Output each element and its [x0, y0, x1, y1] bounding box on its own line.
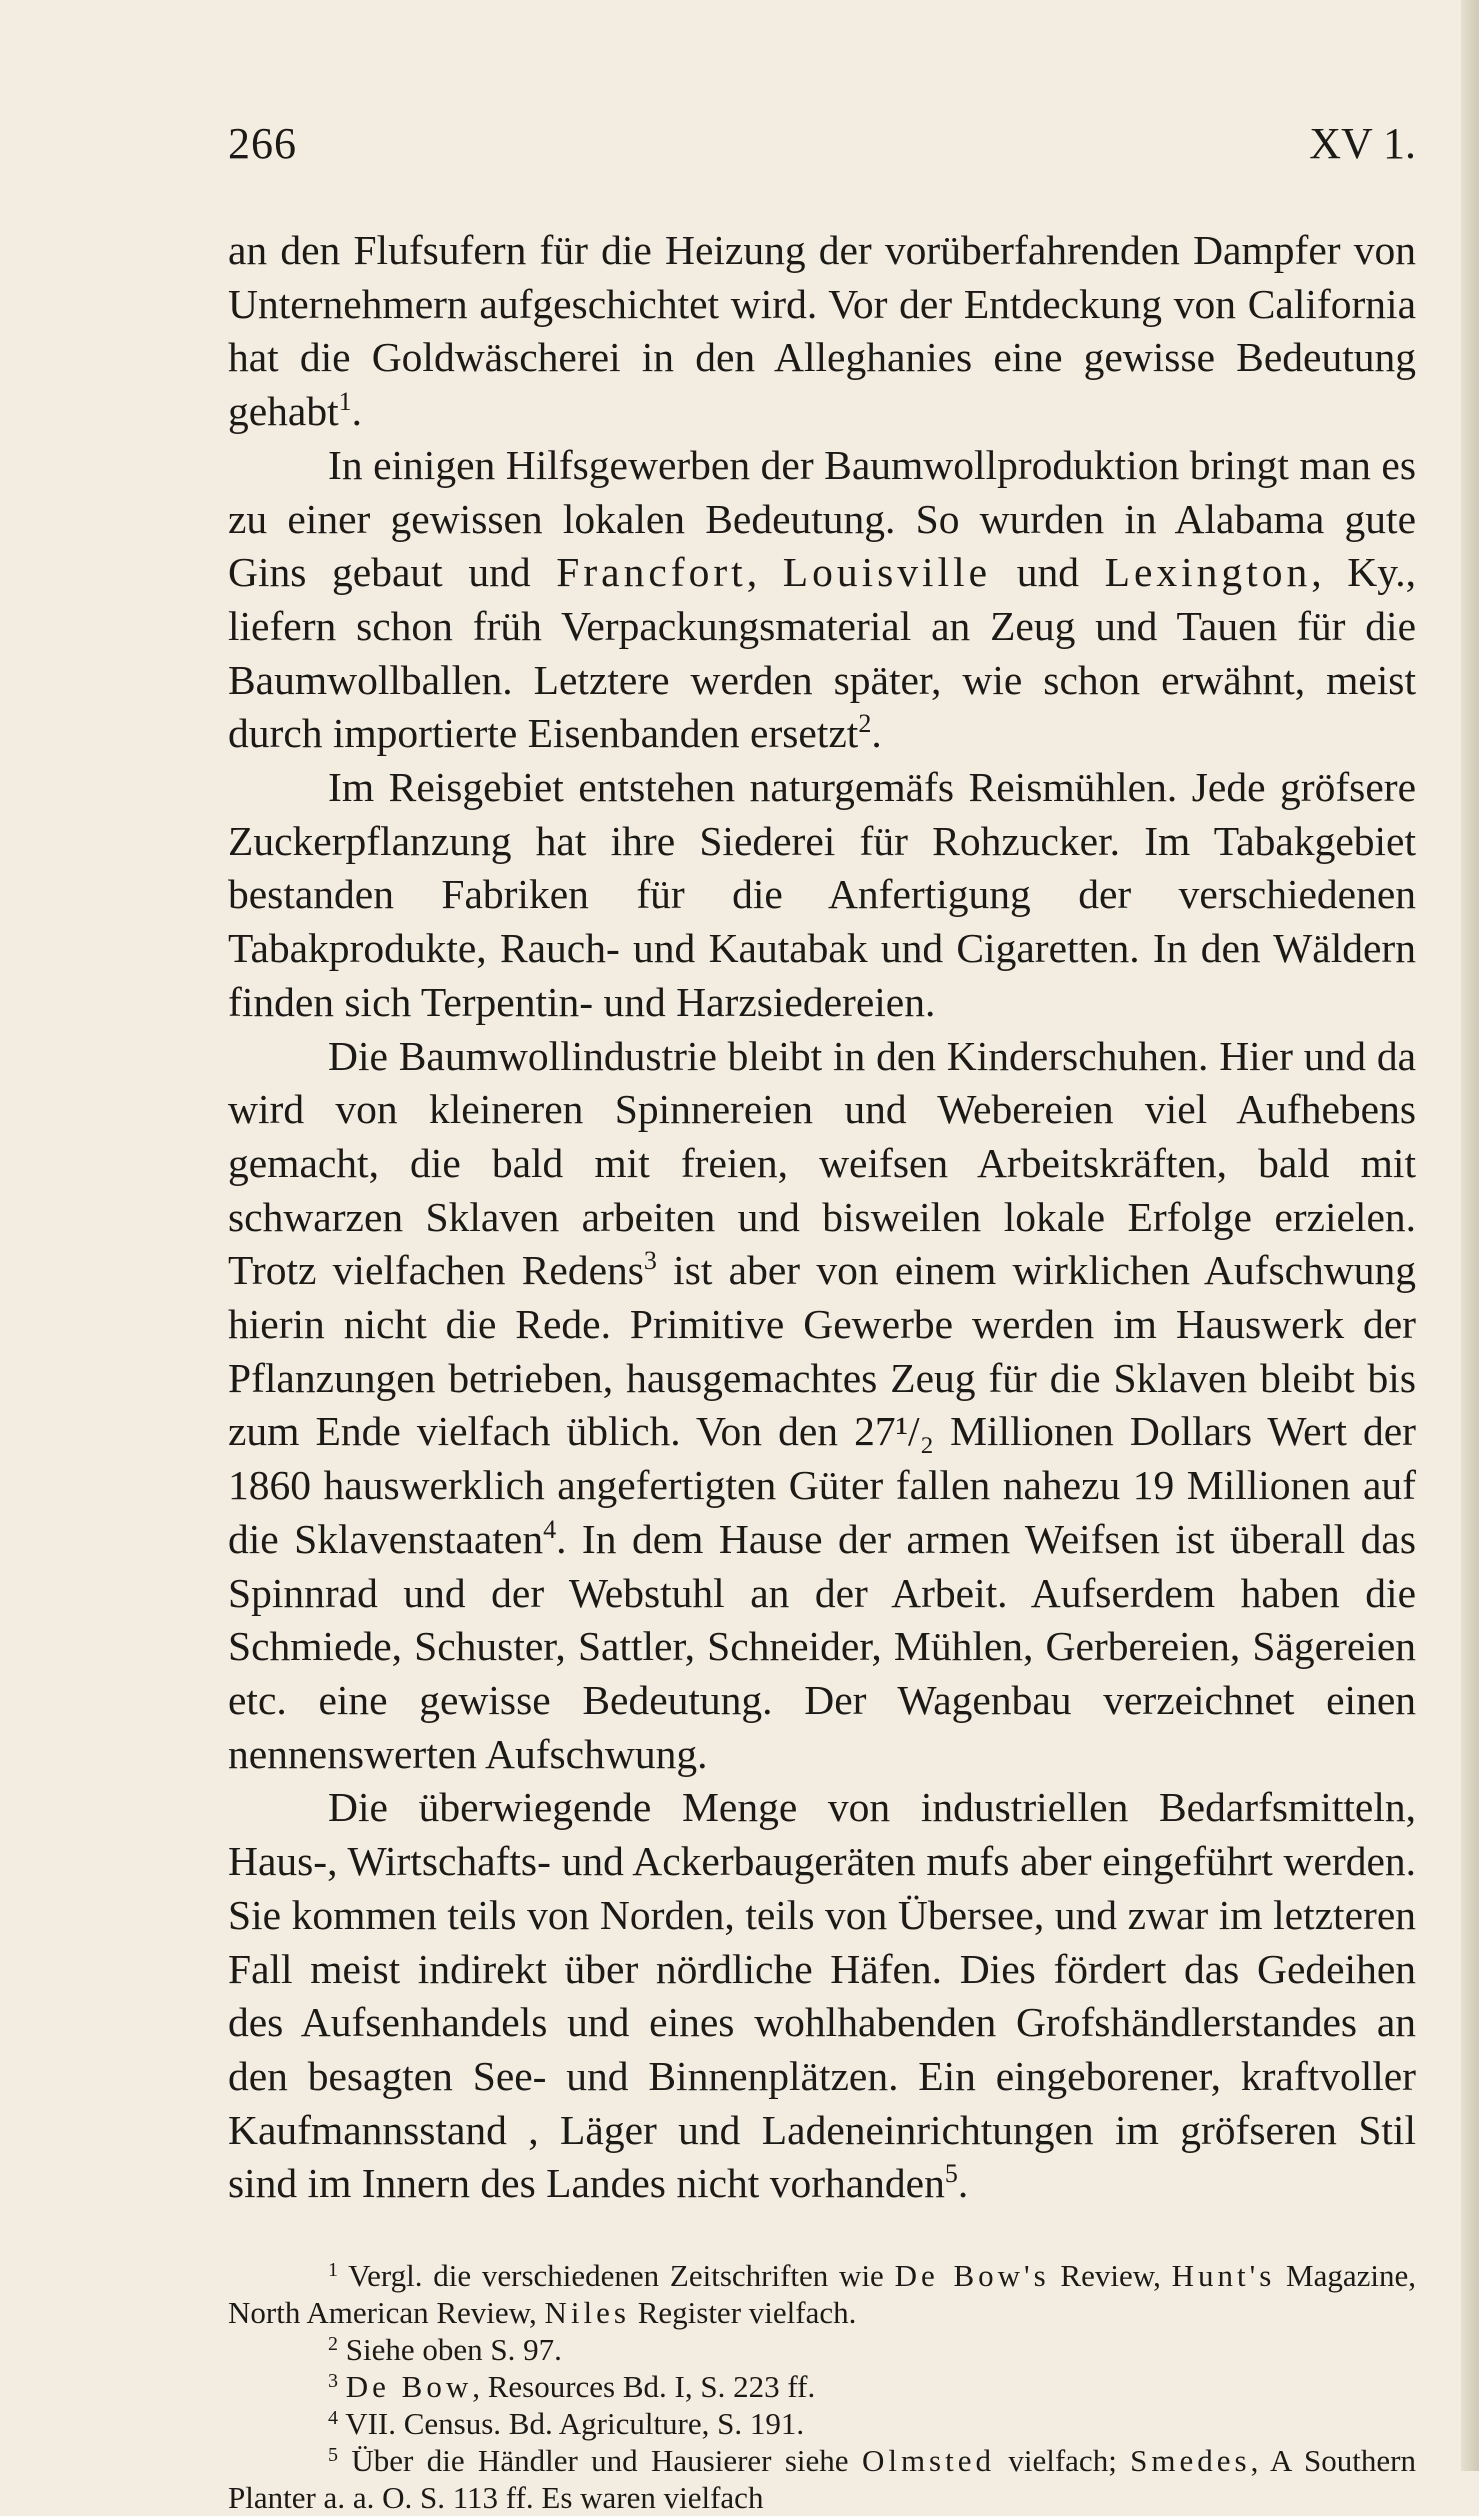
paragraph	[228, 1030, 1416, 1782]
paragraph	[228, 224, 1416, 439]
text-run: Die Baumwollindustrie bleibt in den Kinderschuhen. Hier und da wird von kleineren Spinnereien und Webereien viel Aufhebens gemacht, die bald mit freien, weifsen Arbeitskräften, bald mit schwarzen Sklaven arbeiten und bisweilen lokale Erfolge erzielen. Trotz vielfachen Redens	[228, 1032, 1416, 1294]
fraction: ¹/₂	[895, 1408, 935, 1455]
text-run: Magazine, North American Review,	[228, 2258, 1416, 2331]
text-run: , A Southern Planter a. a. O. S. 113 ff. Es waren vielfach	[228, 2443, 1416, 2516]
spaced-name: Hunt's	[1171, 2258, 1276, 2294]
footnote	[228, 2405, 1416, 2442]
footnote-marker: 4	[543, 1514, 557, 1544]
footnote	[228, 2368, 1416, 2405]
spaced-name: Francfort	[556, 549, 747, 596]
text-run: und	[991, 549, 1105, 596]
text-run: In einigen Hilfsgewerben der Baumwollproduktion bringt man es zu einer gewissen lokalen Bedeutung. So wurden in Alabama gute Gins gebaut und	[228, 441, 1416, 596]
text-run: VII. Census. Bd. Agriculture, S. 191.	[338, 2406, 805, 2442]
running-head: XV 1.	[1309, 119, 1416, 168]
paragraph	[228, 761, 1416, 1030]
spaced-name: De Bow	[345, 2369, 473, 2405]
book-page	[228, 118, 1416, 2516]
text-run: , Resources Bd. I, S. 223 ff.	[472, 2369, 816, 2405]
footnote-marker: 1	[338, 387, 352, 417]
spaced-name: Niles	[544, 2295, 630, 2331]
text-run: Siehe oben S. 97.	[338, 2332, 562, 2368]
text-run	[338, 2369, 346, 2404]
spaced-name: Smedes	[1130, 2443, 1251, 2479]
text-run: Über die Händler und Hausierer siehe	[338, 2443, 862, 2479]
page-edge	[1461, 0, 1479, 2471]
footnotes	[228, 2257, 1416, 2516]
footnote-marker: 4	[328, 2407, 338, 2430]
footnote-marker: 2	[858, 709, 872, 739]
text-run: ,	[746, 549, 783, 596]
text-run: Millionen Dollars Wert der 1860 hauswerklich angefertigten Güter fallen nahezu 19 Millionen auf die Sklavenstaaten	[228, 1408, 1416, 1562]
text-run: .	[871, 710, 882, 757]
footnote	[228, 2331, 1416, 2368]
text-run: Die überwiegende Menge von industriellen Bedarfsmitteln, Haus-, Wirtschafts- und Ackerbaugeräten mufs aber eingeführt werden. Sie kommen teils von Norden, teils von Übersee, und zwar im letzteren Fall meist indirekt über nördliche Häfen. Dies fördert das Gedeihen des Aufsenhandels und eines wohlhabenden Grofshändlerstandes an den besagten See- und Binnenplätzen. Ein eingeborener, kraftvoller Kaufmannsstand , Läger und Ladeneinrichtungen im gröfseren Stil sind im Innern des Landes nicht vorhanden	[228, 1784, 1416, 2207]
spaced-name: Louisville	[782, 549, 992, 596]
footnote-marker: 1	[328, 2259, 338, 2282]
page-number: 266	[228, 119, 297, 168]
text-run: Register vielfach.	[629, 2295, 857, 2331]
text-run: Review,	[1049, 2258, 1172, 2294]
text-run: ist aber von einem wirklichen Aufschwung hierin nicht die Rede. Primitive Gewerbe werden im Hauswerk der Pflanzungen betrieben, hausgemachtes Zeug für die Sklaven bleibt bis zum Ende vielfach üblich. Von den 27	[228, 1247, 1417, 1455]
text-run: an den Flufsufern für die Heizung der vorüberfahrenden Dampfer von Unternehmern aufgeschichtet wird. Vor der Entdeckung von California hat die Goldwäscherei in den Alleghanies eine gewisse Bedeutung gehabt	[228, 227, 1416, 435]
running-header	[228, 118, 1416, 184]
main-text	[228, 224, 1416, 2211]
spaced-name: Lexington	[1104, 549, 1312, 596]
text-run: vielfach;	[995, 2443, 1131, 2479]
text-run: , Ky., liefern schon früh Verpackungsmaterial an Zeug und Tauen für die Baumwollballen. Letztere werden später, wie schon erwähnt, meist durch importierte Eisenbanden ersetzt	[228, 549, 1417, 757]
text-run: .	[351, 388, 362, 435]
text-run: Im Reisgebiet entstehen naturgemäfs Reismühlen. Jede gröfsere Zuckerpflanzung hat ihre Siederei für Rohzucker. Im Tabakgebiet bestanden Fabriken für die Anfertigung der verschiedenen Tabakprodukte, Rauch- und Kautabak und Cigaretten. In den Wäldern finden sich Terpentin- und Harzsiedereien.	[228, 764, 1416, 1025]
spaced-name: Olmsted	[861, 2443, 995, 2479]
footnote-marker: 3	[328, 2370, 338, 2393]
footnote-marker: 3	[643, 1246, 657, 1276]
footnote	[228, 2257, 1416, 2331]
paragraph	[228, 439, 1416, 761]
text-run: .	[957, 2160, 969, 2207]
spaced-name: De Bow's	[894, 2258, 1050, 2294]
footnote-marker: 5	[944, 2159, 958, 2189]
footnote	[228, 2442, 1416, 2516]
footnote-marker: 5	[328, 2444, 338, 2467]
text-run: . In dem Hause der armen Weifsen ist überall das Spinnrad und der Webstuhl an der Arbeit. Aufserdem haben die Schmiede, Schuster, Sattler, Schneider, Mühlen, Gerbereien, Sägereien etc. eine gewisse Bedeutung. Der Wagenbau verzeichnet einen nennenswerten Aufschwung.	[228, 1515, 1417, 1777]
paragraph	[228, 1781, 1416, 2211]
text-run: Vergl. die verschiedenen Zeitschriften wie	[338, 2258, 895, 2294]
footnote-marker: 2	[328, 2333, 338, 2356]
